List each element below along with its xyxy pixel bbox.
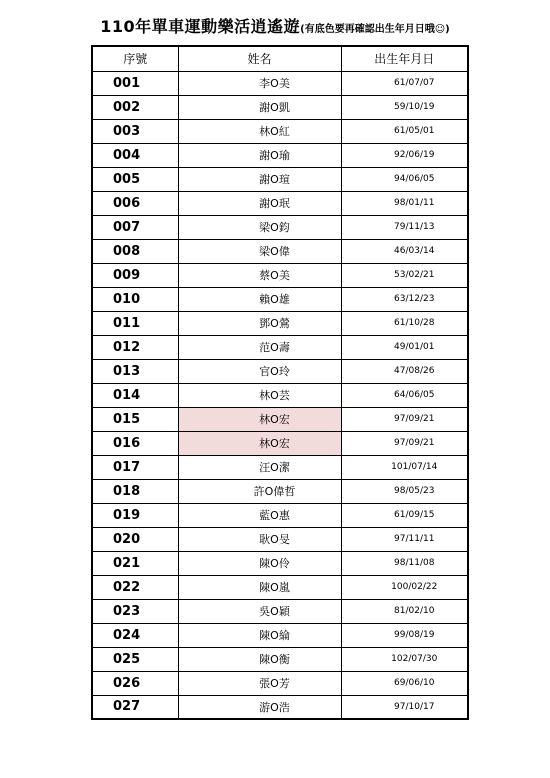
dob-cell: 100/02/22 xyxy=(341,575,468,599)
name-cell: 鄧O鶯 xyxy=(178,311,341,335)
name-cell: 林O宏 xyxy=(178,431,341,455)
table-row xyxy=(92,647,468,671)
dob-cell: 97/09/21 xyxy=(341,407,468,431)
name-cell: 林O宏 xyxy=(178,407,341,431)
seq-cell: 009 xyxy=(92,263,178,287)
seq-cell: 021 xyxy=(92,551,178,575)
seq-cell: 007 xyxy=(92,215,178,239)
name-cell: 林O芸 xyxy=(178,383,341,407)
header-name: 姓名 xyxy=(178,46,341,71)
table-row xyxy=(92,167,468,191)
dob-cell: 59/10/19 xyxy=(341,95,468,119)
seq-cell: 015 xyxy=(92,407,178,431)
table-header-row xyxy=(92,46,468,71)
table-row xyxy=(92,239,468,263)
table-row xyxy=(92,503,468,527)
dob-cell: 98/11/08 xyxy=(341,551,468,575)
seq-cell: 011 xyxy=(92,311,178,335)
dob-cell: 94/06/05 xyxy=(341,167,468,191)
seq-cell: 016 xyxy=(92,431,178,455)
dob-cell: 101/07/14 xyxy=(341,455,468,479)
seq-cell: 014 xyxy=(92,383,178,407)
table-row xyxy=(92,335,468,359)
table-row xyxy=(92,359,468,383)
name-cell: 謝O瑜 xyxy=(178,143,341,167)
table-row xyxy=(92,695,468,719)
dob-cell: 61/07/07 xyxy=(341,71,468,95)
name-cell: 李O美 xyxy=(178,71,341,95)
name-cell: 陳O衡 xyxy=(178,647,341,671)
seq-cell: 008 xyxy=(92,239,178,263)
table-row xyxy=(92,119,468,143)
dob-cell: 79/11/13 xyxy=(341,215,468,239)
title-note: (有底色要再確認出生年月日哦☺) xyxy=(300,24,450,35)
table-row xyxy=(92,479,468,503)
dob-cell: 53/02/21 xyxy=(341,263,468,287)
dob-cell: 63/12/23 xyxy=(341,287,468,311)
table-row xyxy=(92,599,468,623)
seq-cell: 024 xyxy=(92,623,178,647)
seq-cell: 020 xyxy=(92,527,178,551)
name-cell: 耿O旻 xyxy=(178,527,341,551)
seq-cell: 022 xyxy=(92,575,178,599)
seq-cell: 013 xyxy=(92,359,178,383)
dob-cell: 61/05/01 xyxy=(341,119,468,143)
dob-cell: 61/10/28 xyxy=(341,311,468,335)
seq-cell: 006 xyxy=(92,191,178,215)
dob-cell: 47/08/26 xyxy=(341,359,468,383)
table-row xyxy=(92,407,468,431)
document-title xyxy=(0,14,550,37)
seq-cell: 026 xyxy=(92,671,178,695)
table-row xyxy=(92,143,468,167)
name-cell: 許O偉哲 xyxy=(178,479,341,503)
seq-cell: 017 xyxy=(92,455,178,479)
name-cell: 陳O綸 xyxy=(178,623,341,647)
name-cell: 范O壽 xyxy=(178,335,341,359)
dob-cell: 98/05/23 xyxy=(341,479,468,503)
seq-cell: 001 xyxy=(92,71,178,95)
name-cell: 謝O珉 xyxy=(178,191,341,215)
name-cell: 謝O凱 xyxy=(178,95,341,119)
table-row xyxy=(92,215,468,239)
table-row xyxy=(92,431,468,455)
name-cell: 官O玲 xyxy=(178,359,341,383)
name-cell: 張O芳 xyxy=(178,671,341,695)
dob-cell: 97/11/11 xyxy=(341,527,468,551)
dob-cell: 46/03/14 xyxy=(341,239,468,263)
name-cell: 謝O瑄 xyxy=(178,167,341,191)
name-cell: 陳O嵐 xyxy=(178,575,341,599)
seq-cell: 012 xyxy=(92,335,178,359)
seq-cell: 010 xyxy=(92,287,178,311)
table-row xyxy=(92,71,468,95)
dob-cell: 97/10/17 xyxy=(341,695,468,719)
dob-cell: 81/02/10 xyxy=(341,599,468,623)
seq-cell: 025 xyxy=(92,647,178,671)
table-row xyxy=(92,623,468,647)
name-cell: 汪O潔 xyxy=(178,455,341,479)
table-row xyxy=(92,263,468,287)
seq-cell: 004 xyxy=(92,143,178,167)
table-row xyxy=(92,383,468,407)
seq-cell: 003 xyxy=(92,119,178,143)
dob-cell: 99/08/19 xyxy=(341,623,468,647)
table-row xyxy=(92,311,468,335)
seq-cell: 023 xyxy=(92,599,178,623)
table-row xyxy=(92,287,468,311)
dob-cell: 61/09/15 xyxy=(341,503,468,527)
name-cell: 游O浩 xyxy=(178,695,341,719)
name-cell: 蔡O美 xyxy=(178,263,341,287)
header-dob: 出生年月日 xyxy=(341,46,468,71)
seq-cell: 019 xyxy=(92,503,178,527)
seq-cell: 027 xyxy=(92,695,178,719)
seq-cell: 018 xyxy=(92,479,178,503)
table-row xyxy=(92,527,468,551)
dob-cell: 102/07/30 xyxy=(341,647,468,671)
name-cell: 梁O鈞 xyxy=(178,215,341,239)
table-row xyxy=(92,575,468,599)
name-cell: 藍O惠 xyxy=(178,503,341,527)
name-cell: 林O紅 xyxy=(178,119,341,143)
title-main: 110年單車運動樂活逍遙遊 xyxy=(100,17,301,36)
seq-cell: 005 xyxy=(92,167,178,191)
table-row xyxy=(92,455,468,479)
dob-cell: 49/01/01 xyxy=(341,335,468,359)
seq-cell: 002 xyxy=(92,95,178,119)
dob-cell: 92/06/19 xyxy=(341,143,468,167)
dob-cell: 64/06/05 xyxy=(341,383,468,407)
dob-cell: 98/01/11 xyxy=(341,191,468,215)
participant-table xyxy=(91,45,469,720)
name-cell: 賴O雄 xyxy=(178,287,341,311)
dob-cell: 97/09/21 xyxy=(341,431,468,455)
name-cell: 陳O伶 xyxy=(178,551,341,575)
dob-cell: 69/06/10 xyxy=(341,671,468,695)
name-cell: 梁O偉 xyxy=(178,239,341,263)
table-row xyxy=(92,671,468,695)
table-row xyxy=(92,191,468,215)
name-cell: 吳O穎 xyxy=(178,599,341,623)
table-row xyxy=(92,95,468,119)
header-seq: 序號 xyxy=(92,46,178,71)
table-row xyxy=(92,551,468,575)
